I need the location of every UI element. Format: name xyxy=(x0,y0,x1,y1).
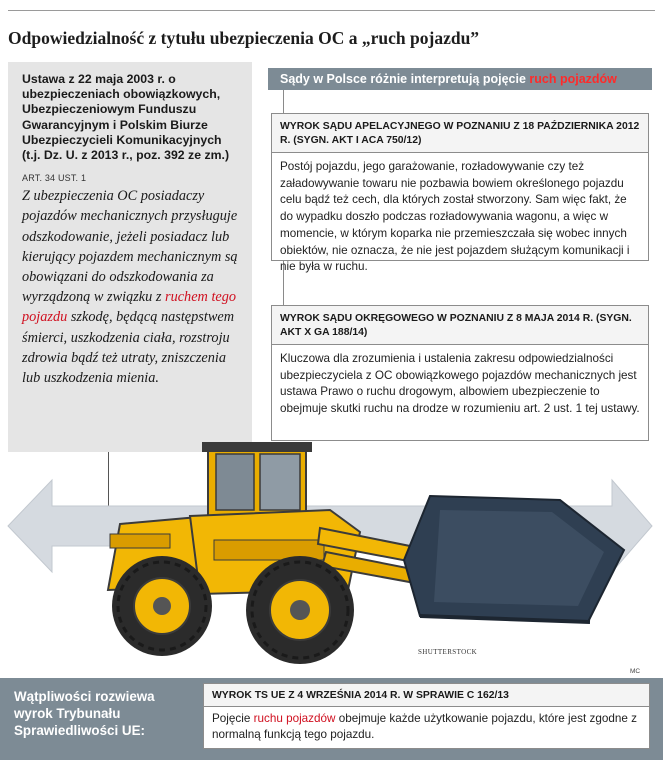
wheel-loader-icon xyxy=(108,442,624,664)
courts-header-highlight: ruch pojazdów xyxy=(529,72,617,86)
law-article: ART. 34 UST. 1 xyxy=(22,173,87,184)
tsue-body xyxy=(204,707,649,746)
tsue-intro: Wątpliwości rozwiewa wyrok Trybunału Sprawiedliwości UE: xyxy=(14,689,155,738)
law-quote-end: szkodę, będącą następstwem śmierci, uszkodzenia ciała, rozstroju zdrowia bądź też utraty, zniszczenia lub uszkodzenia mienia. xyxy=(22,309,235,387)
photo-credit: SHUTTERSTOCK xyxy=(418,648,478,656)
tsue-heading: WYROK TS UE Z 4 WRZEŚNIA 2014 R. W SPRAWIE C 162/13 xyxy=(204,684,649,707)
verdict-heading: WYROK SĄDU OKRĘGOWEGO W POZNANIU Z 8 MAJA 2014 R. (SYGN. AKT X GA 188/14) xyxy=(272,306,648,345)
law-quote xyxy=(22,186,242,388)
verdict-body: Kluczowa dla zrozumienia i ustalenia zakresu odpowiedzialności ubezpieczyciela z OC obowiązkowego pojazdów mechanicznych jest ustawa Prawo o ruchu drogowym, albowiem ubezpieczenie to obejmuje skutki ruchu na drodze w rozumieniu art. 2 ust. 1 tej ustawy. xyxy=(280,352,640,416)
verdict-body: Postój pojazdu, jego garażowanie, rozładowywanie czy też załadowywanie towaru nie pozbawia bowiem określonego pojazdu celu bądź też cech, dla których został stworzony. Sam więc fakt, że do wypadku doszło podczas rozładowywania wagonu, a więc w momencie, w którym koparka nie przemieszczała się wobec innych obiektów, nie oznacza, że nie jest pojazdem służącym komunikacji i nie była w ruchu. xyxy=(280,160,630,274)
loader-illustration xyxy=(0,440,663,678)
law-quote-start: Z ubezpieczenia OC posiadaczy pojazdów mechanicznych przysługuje odszkodowanie, jeżeli posiadacz lub kierujący pojazdem mechanicznym są obowiązani do odszkodowania za wyrządzoną w związku z xyxy=(22,188,238,306)
verdict-heading: WYROK SĄDU APELACYJNEGO W POZNANIU Z 18 PAŹDZIERNIKA 2012 R. (SYGN. AKT I ACA 750/12) xyxy=(272,114,648,153)
author-credit: MC xyxy=(630,668,641,675)
law-quote-highlight: ruchem tego pojazdu xyxy=(22,289,237,326)
law-panel xyxy=(8,62,252,452)
verdict-box-appeal xyxy=(271,113,649,274)
tsue-verdict-box xyxy=(203,683,650,749)
page-title: Odpowiedzialność z tytułu ubezpieczenia OC a „ruch pojazdu” xyxy=(8,28,480,48)
law-title: Ustawa z 22 maja 2003 r. o ubezpieczeniach obowiązkowych, Ubezpieczeniowym Funduszu Gwarancyjnym i Polskim Biurze Ubezpieczycieli Komunikacyjnych (t.j. Dz. U. z 2013 r., poz. 392 ze zm.) xyxy=(22,72,230,163)
courts-header xyxy=(268,68,652,90)
tsue-body-start: Pojęcie xyxy=(212,712,254,725)
top-rule xyxy=(8,10,655,11)
tsue-body-highlight: ruchu pojazdów xyxy=(253,712,336,725)
verdict-box-district xyxy=(271,305,649,441)
tsue-body-end: obejmuje każde użytkowanie pojazdu, które jest zgodne z normalną funkcją tego pojazdu. xyxy=(212,712,637,741)
courts-header-text: Sądy w Polsce różnie interpretują pojęcie xyxy=(280,72,530,86)
